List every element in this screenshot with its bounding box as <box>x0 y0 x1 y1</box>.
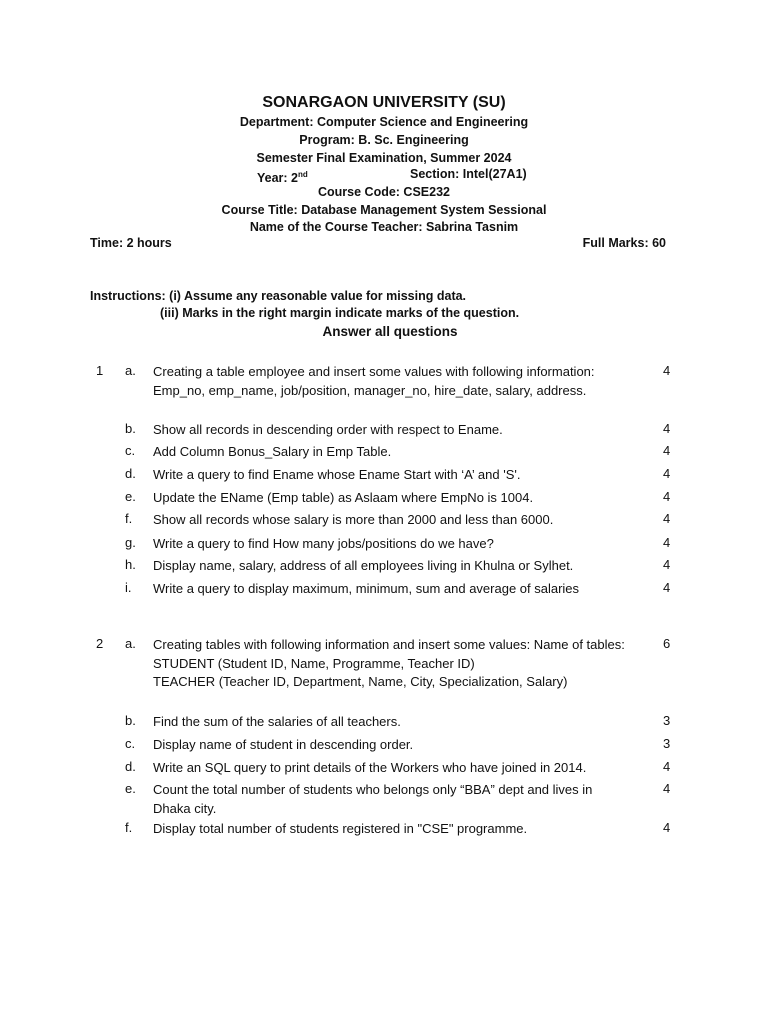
question-text: Display name of student in descending order. <box>153 737 414 752</box>
question-marks: 4 <box>663 421 671 436</box>
question-text: Add Column Bonus_Salary in Emp Table. <box>153 444 392 459</box>
part-label: a. <box>125 363 136 378</box>
year-label: Year: 2 <box>257 171 299 185</box>
question-text: Count the total number of students who belongs only “BBA” dept and lives in Dhaka city. <box>153 782 593 816</box>
question-text: Write a query to display maximum, minimum, sum and average of salaries <box>153 581 580 596</box>
question-text <box>153 636 633 692</box>
question-text: Write a query to find Ename whose Ename Start with ‘A’ and 'S'. <box>153 467 521 482</box>
question-text: Display total number of students registered in "CSE" programme. <box>153 821 528 836</box>
exam-title: Semester Final Examination, Summer 2024 <box>256 151 512 165</box>
part-label: c. <box>125 736 136 751</box>
question-number: 2 <box>96 636 104 651</box>
instruction-line-1: Instructions: (i) Assume any reasonable value for missing data. <box>90 289 467 303</box>
question-number: 1 <box>96 363 104 378</box>
part-label: i. <box>125 580 132 595</box>
part-label: e. <box>125 781 136 796</box>
course-code: Course Code: CSE232 <box>318 185 450 199</box>
instruction-line-2: (iii) Marks in the right margin indicate marks of the question. <box>160 306 520 320</box>
question-marks: 4 <box>663 466 671 481</box>
exam-time: Time: 2 hours <box>90 236 172 250</box>
program: Program: B. Sc. Engineering <box>299 133 469 147</box>
question-text: Show all records whose salary is more than 2000 and less than 6000. <box>153 512 554 527</box>
question-marks: 4 <box>663 443 671 458</box>
section: Section: Intel(27A1) <box>410 167 527 181</box>
student-table-spec: STUDENT (Student ID, Name, Programme, Teacher ID) <box>153 655 475 671</box>
part-label: g. <box>125 535 136 550</box>
part-label: e. <box>125 489 136 504</box>
year-superscript: nd <box>298 170 308 179</box>
question-marks: 4 <box>663 580 671 595</box>
question-text-line: Creating tables with following information and insert some values: Name of tables: <box>153 637 625 652</box>
question-marks: 4 <box>663 489 671 504</box>
question-marks: 4 <box>663 557 671 572</box>
question-marks: 4 <box>663 363 671 378</box>
part-label: d. <box>125 759 136 774</box>
department: Department: Computer Science and Engineering <box>239 115 529 129</box>
question-marks: 4 <box>663 511 671 526</box>
university-name: SONARGAON UNIVERSITY (SU) <box>262 94 506 111</box>
question-text: Show all records in descending order with respect to Ename. <box>153 422 503 437</box>
question-marks: 4 <box>663 781 671 796</box>
answer-all-heading: Answer all questions <box>322 324 458 339</box>
question-marks: 6 <box>663 636 671 651</box>
question-marks: 3 <box>663 736 671 751</box>
course-title: Course Title: Database Management System Sessional <box>221 203 547 217</box>
part-label: d. <box>125 466 136 481</box>
part-label: h. <box>125 557 136 572</box>
question-marks: 4 <box>663 820 671 835</box>
question-text: Write an SQL query to print details of the Workers who have joined in 2014. <box>153 760 587 775</box>
part-label: b. <box>125 713 136 728</box>
teacher-table-spec: TEACHER (Teacher ID, Department, Name, City, Specialization, Salary) <box>153 674 568 689</box>
question-text: Write a query to find How many jobs/positions do we have? <box>153 536 494 551</box>
part-label: f. <box>125 511 133 526</box>
question-text: Display name, salary, address of all employees living in Khulna or Sylhet. <box>153 558 574 573</box>
part-label: f. <box>125 820 133 835</box>
part-label: a. <box>125 636 136 651</box>
question-text: Find the sum of the salaries of all teachers. <box>153 714 401 729</box>
question-marks: 4 <box>663 759 671 774</box>
question-marks: 4 <box>663 535 671 550</box>
full-marks: Full Marks: 60 <box>582 236 666 250</box>
course-teacher: Name of the Course Teacher: Sabrina Tasnim <box>249 220 519 234</box>
question-marks: 3 <box>663 713 671 728</box>
part-label: b. <box>125 421 136 436</box>
question-text: Update the EName (Emp table) as Aslaam where EmpNo is 1004. <box>153 490 534 505</box>
part-label: c. <box>125 443 136 458</box>
question-text: Creating a table employee and insert some values with following information: Emp_no, emp_name, job/position, manager_no, hire_date, salary, address. <box>153 364 595 398</box>
